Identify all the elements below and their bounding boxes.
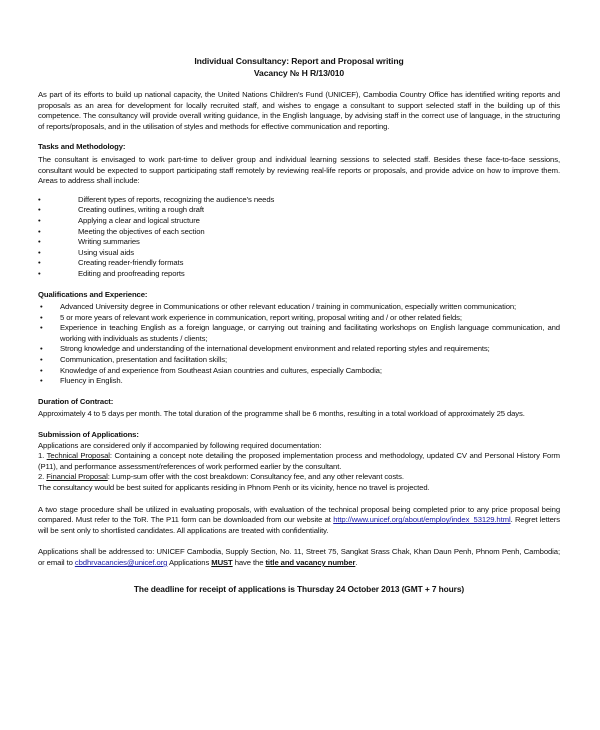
list-item: • Writing summaries <box>38 237 140 247</box>
submission-item-technical: 1. Technical Proposal: Containing a concept note detailing the proposed implementation process and methodology, updated CV and Personal History Form (P11), and performance assessment/references of work performed earlier by the consultant. <box>38 451 560 471</box>
tasks-list <box>38 195 560 280</box>
list-item: • Meeting the objectives of each section <box>38 226 205 236</box>
submission-note: The consultancy would be best suited for applicants residing in Phnom Penh or its vicinity, hence no travel is projected. <box>38 483 430 492</box>
title-line-2: Vacancy № H R/13/010 <box>253 68 345 78</box>
list-item: • Experience in teaching English as a foreign language, or carrying out training and facilitating workshops on English language communication, and working with individuals as students / clients; <box>40 323 560 343</box>
list-item: • Applying a clear and logical structure <box>38 215 200 225</box>
intro-paragraph: As part of its efforts to build up national capacity, the United Nations Children’s Fund (UNICEF), Cambodia Country Office has identified writing reports and proposals as an area for development for locally recruited staff, and wishes to engage a consultant to support selected staff in the building up of this competence. The consultancy will provide overall writing guidance, in the English language, by advising staff in the correct use of language, in the structuring of reports/proposals, and in the utilisation of styles and methods for effective communication and reporting. <box>38 90 560 131</box>
list-item: • Creating outlines, writing a rough draft <box>38 205 204 215</box>
list-item: • Using visual aids <box>38 247 134 257</box>
p11-form-link[interactable]: http://www.unicef.org/about/employ/index_53129.html <box>333 515 511 525</box>
qualifications-heading: Qualifications and Experience: <box>38 289 148 299</box>
tasks-paragraph: The consultant is envisaged to work part-time to deliver group and individual learning sessions to selected staff. Besides these face-to-face sessions, consultant would be expected to support participating staff remotely by reviewing real-life reports or proposals, and provide advice on how to improve them. Areas to address shall include: <box>38 154 560 186</box>
list-item: • Creating reader-friendly formats <box>38 258 184 268</box>
submission-heading: Submission of Applications: <box>38 430 139 440</box>
tasks-heading: Tasks and Methodology: <box>38 142 126 152</box>
list-item: • Editing and proofreading reports <box>38 268 185 278</box>
deadline-notice: The deadline for receipt of applications is Thursday 24 October 2013 (GMT + 7 hours) <box>133 583 465 594</box>
duration-paragraph: Approximately 4 to 5 days per month. The total duration of the programme shall be 6 months, resulting in a total workload of approximately 25 days. <box>38 409 525 419</box>
list-item: • Knowledge of and experience from Southeast Asian countries and cultures, especially Cambodia; <box>40 365 382 375</box>
email-link[interactable]: cbdhrvacancies@unicef.org <box>74 557 168 567</box>
list-item: • Communication, presentation and facilitation skills; <box>40 355 227 365</box>
list-item: • Strong knowledge and understanding of the international development environment and related reporting styles and requirements; <box>40 344 490 354</box>
must-text: MUST <box>211 557 233 567</box>
list-item: • Different types of reports, recognizing the audience’s needs <box>38 194 275 204</box>
list-item: • Fluency in English. <box>40 376 123 386</box>
title-line-1: Individual Consultancy: Report and Proposal writing <box>194 56 404 66</box>
document-title <box>38 55 560 79</box>
submission-paragraph: Applications are considered only if accompanied by following required documentation: <box>38 440 322 450</box>
duration-heading: Duration of Contract: <box>38 396 114 406</box>
procedure-paragraph: A two stage procedure shall be utilized in evaluating proposals, with evaluation of the technical proposal being completed prior to any price proposal being compared. Must refer to the ToR. The P11 form can be downloaded from our website at http://www.unicef.org/about/employ/index_53129.html. Regret letters will be sent only to shortlisted candidates. All applications are treated with confidentiality. <box>38 504 560 535</box>
technical-proposal-label: Technical Proposal <box>46 451 110 461</box>
list-item: • 5 or more years of relevant work experience in communication, report writing, proposal writing and / or other related fields; <box>40 312 462 322</box>
qualifications-list <box>38 302 560 387</box>
title-vacancy-ref: title and vacancy number <box>265 557 356 567</box>
list-item: • Advanced University degree in Communications or other relevant education / training in communication, especially written communication; <box>40 302 517 312</box>
submission-item-financial: 2. Financial Proposal: Lump-sum offer with the cost breakdown: Consultancy fee, and any other relevant costs. <box>38 472 404 482</box>
address-paragraph: Applications shall be addressed to: UNICEF Cambodia, Supply Section, No. 11, Street 75, Sangkat Srass Chak, Khan Daun Penh, Phnom Penh, Cambodia; or email to cbdhrvacancies@unicef.org Applications MUST have the title and vacancy number. <box>38 547 560 567</box>
financial-proposal-label: Financial Proposal <box>46 472 108 482</box>
